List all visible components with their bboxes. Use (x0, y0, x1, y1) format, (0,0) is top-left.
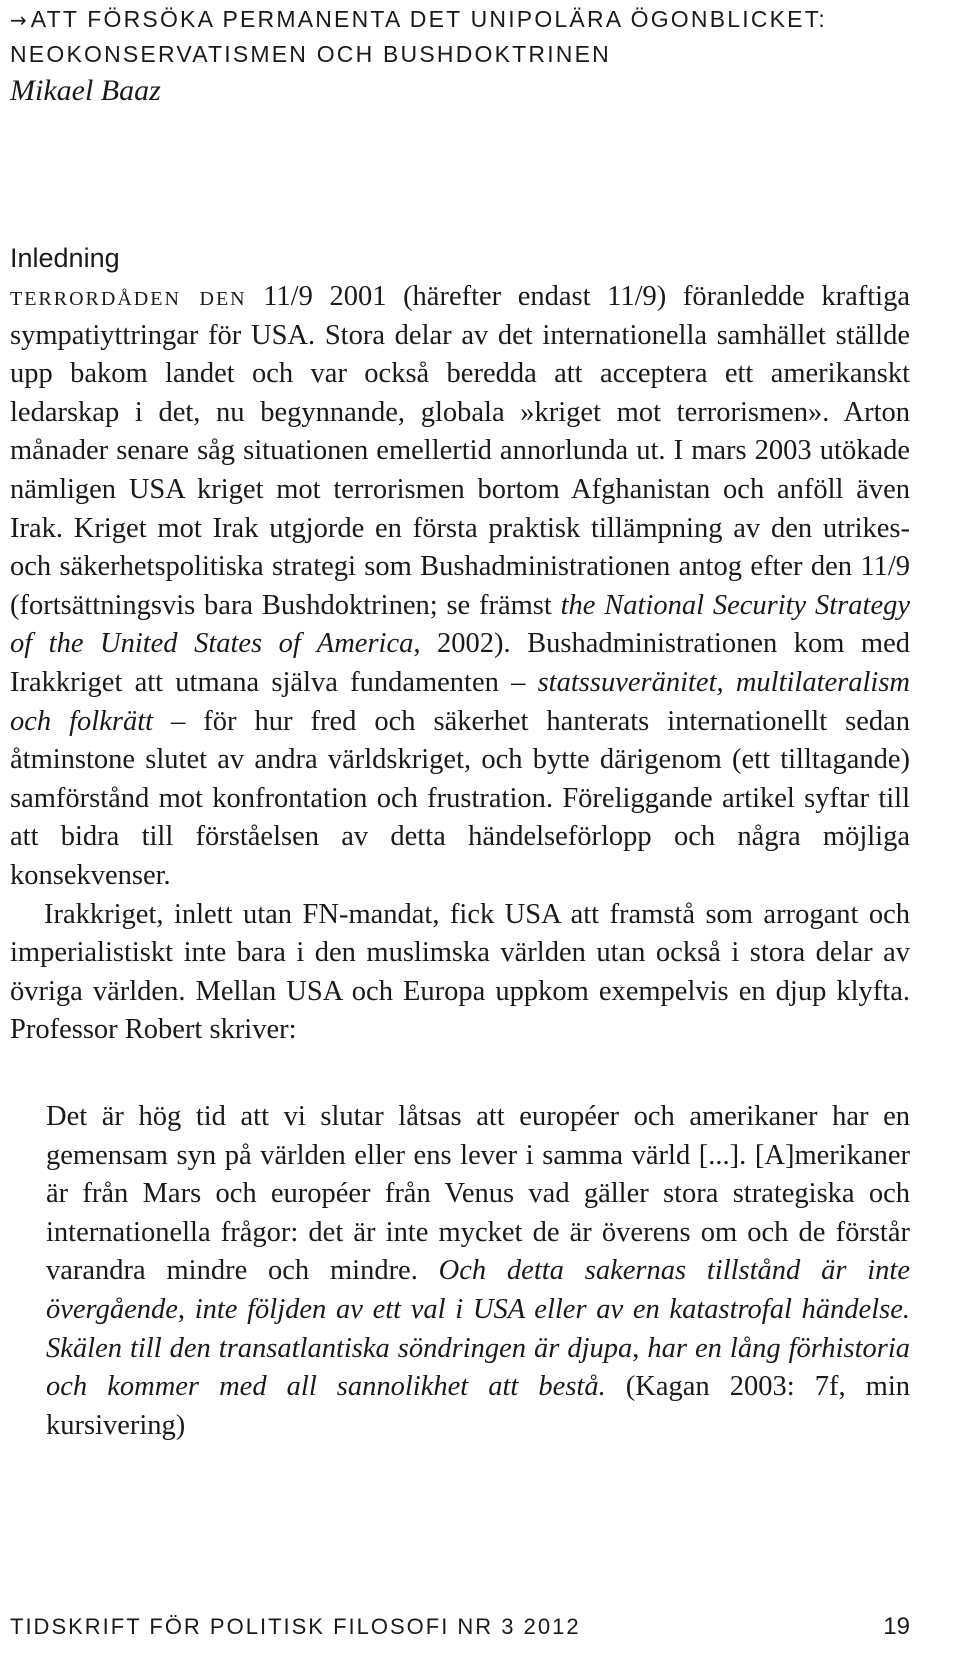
paragraph-1 (10, 278, 910, 896)
paragraph-1-italic-title: the National Security Strategy of the United States of America (10, 589, 910, 660)
paragraph-1-text-b: , 2002). Bushadministrationen kom med Irakkriget att utmana själva fundamenten – (10, 628, 910, 698)
block-quote (46, 1098, 910, 1445)
paragraph-2: Irakkriget, inlett utan FN-mandat, fick USA att framstå som arrogant och imperialistiskt inte bara i den muslimska världen utan också i stora delar av övriga världen. Mellan USA och Europa uppkom exempelvis en djup klyfta. Professor Robert skriver: (10, 898, 910, 1046)
kicker-text-1: ATT FÖRSÖKA PERMANENTA DET UNIPOLÄRA ÖGONBLICKET: (30, 6, 828, 32)
paragraph-1-italic-terms: statssuveränitet, multilateralism och folkrätt (10, 666, 911, 737)
page-number: 19 (883, 1613, 910, 1640)
paragraph-1-text-a: 11/9 2001 (härefter endast 11/9) föranledde kraftiga sympatiyttringar för USA. Stora delar av det internationella samhället ställde upp bakom landet och var också beredda att acceptera ett amerikanskt ledarskap i det, nu begynnande, globala »kriget mot terrorismen». Arton månader senare såg situationen emellertid annorlunda ut. I mars 2003 utökade nämligen USA kriget mot terrorismen bortom Afghanistan och anföll även Irak. Kriget mot Irak utgjorde en första praktisk tillämpning av den utrikes- och säkerhetspolitiska strategi som Bushadministrationen antog efter den 11/9 (fortsättningsvis bara Bushdoktrinen; se främst (10, 281, 910, 621)
paragraph-1-text-c: – för hur fred och säkerhet hanterats internationellt sedan åtminstone slutet av andra världskriget, och bytte därigenom (ett tilltagande) samförstånd mot konfrontation och frustration. Föreliggande artikel syftar till att bidra till förståelsen av detta händelseförlopp och några möjliga konsekvenser. (10, 705, 910, 891)
article-kicker-line-2: NEOKONSERVATISMEN OCH BUSHDOKTRINEN (10, 41, 611, 67)
quote-citation: (Kagan 2003: 7f, min kursivering) (46, 1371, 910, 1441)
page-footer (10, 1612, 910, 1642)
arrow-right-icon: → (10, 8, 27, 32)
article-kicker-line-1 (10, 2, 950, 37)
block-quote-paragraph (46, 1098, 910, 1445)
quote-plain-text: Det är hög tid att vi slutar låtsas att européer och amerikaner har en gemensam syn på världen eller ens lever i samma värld [...]. [A]merikaner är från Mars och européer från Venus vad gäller stora strategiska och internationella frågor: det är inte mycket de är överens om och de förstår varandra mindre och mindre. (46, 1101, 910, 1287)
lead-in-smallcaps: terrordåden den (10, 281, 247, 312)
journal-name: TIDSKRIFT FÖR POLITISK FILOSOFI NR 3 2012 (10, 1614, 581, 1639)
quote-italic-text: Och detta sakernas tillstånd är inte övergående, inte följden av ett val i USA eller av en katastrofal händelse. Skälen till den transatlantiska söndringen är djupa, har en lång förhistoria och kommer med all sannolikhet att bestå. (46, 1255, 910, 1403)
section-heading: Inledning (10, 243, 120, 273)
author-name: Mikael Baaz (10, 74, 161, 107)
article-header (10, 2, 950, 111)
article-body (10, 278, 910, 1050)
